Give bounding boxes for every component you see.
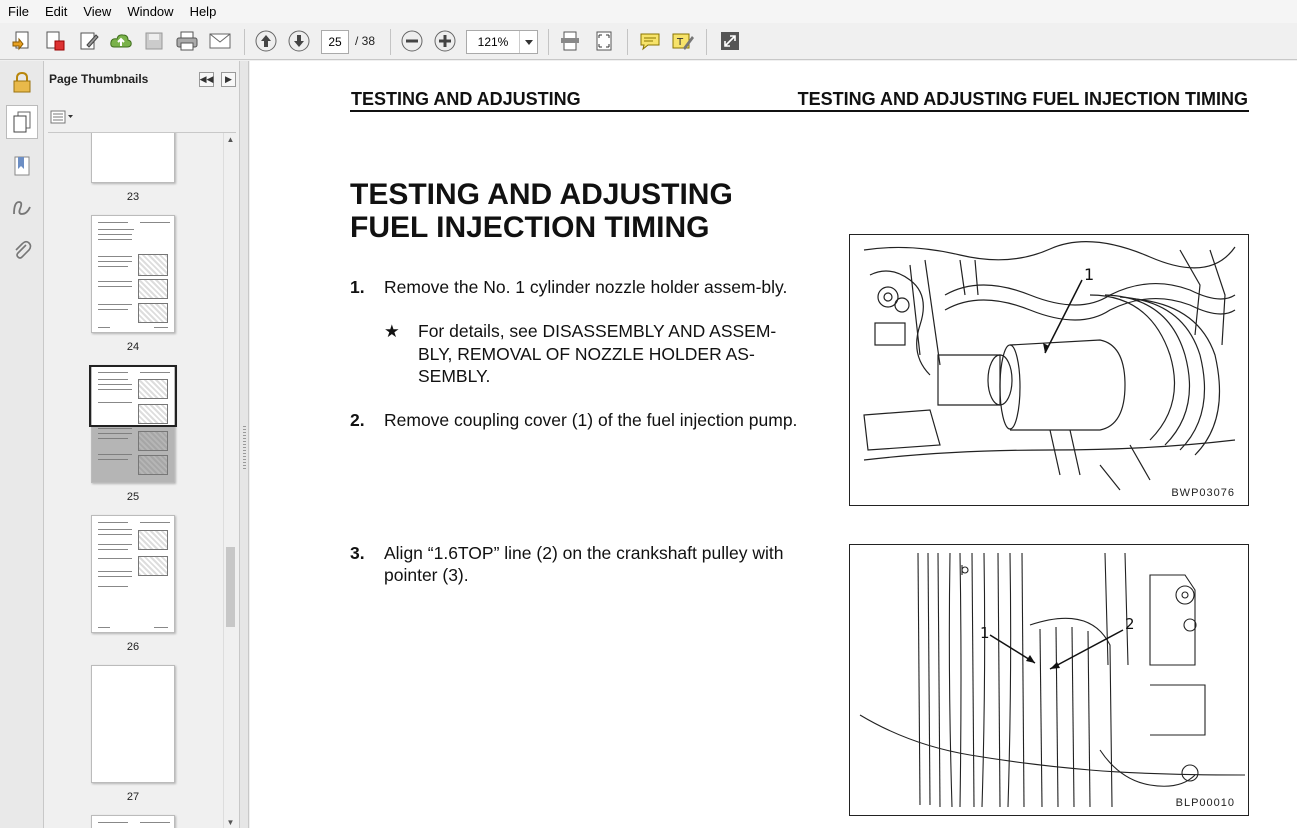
upload-icon[interactable] [107,27,135,55]
panel-splitter[interactable] [240,61,249,828]
step-text: Remove the No. 1 cylinder nozzle holder assem-bly. [384,277,788,297]
step-number: 3. [350,543,365,563]
zoom-out-icon[interactable] [398,27,426,55]
page-thumbnail-label: 25 [126,491,140,503]
scroll-down-icon[interactable]: ▼ [226,818,235,827]
save-icon[interactable] [140,27,168,55]
page-thumbnail-label: 26 [126,641,140,653]
print-icon[interactable] [173,27,201,55]
page-thumbnail-23[interactable] [91,132,175,183]
figure1-callout: 1 [1084,265,1095,284]
menu-file[interactable]: File [8,4,29,19]
thumbnail-list[interactable] [48,132,236,828]
prev-page-icon[interactable] [252,27,280,55]
page-number-input[interactable]: 25 [321,30,349,54]
toolbar [0,23,1297,60]
visible-area-frame[interactable] [89,365,177,427]
next-page-icon[interactable] [285,27,313,55]
page-thumbnail-27[interactable] [91,665,175,783]
edit-icon[interactable] [75,27,103,55]
step-text: Align “1.6TOP” line (2) on the crankshaft pulley with pointer (3). [384,543,784,585]
page-thumbnail-24[interactable] [91,215,175,333]
lock-icon[interactable] [6,65,38,99]
export-pdf-icon[interactable] [41,27,69,55]
figure2-callout-1: 1 [980,624,990,642]
header-rule [350,110,1249,112]
scroll-up-icon[interactable]: ▲ [226,135,235,144]
figure2-callout-2: 2 [1125,615,1135,633]
running-header-left: TESTING AND ADJUSTING [351,89,581,109]
options-menu-button[interactable] [50,108,78,126]
section-title-line1: TESTING AND ADJUSTING [350,178,733,211]
section-title-line2: FUEL INJECTION TIMING [350,211,710,244]
zoom-in-icon[interactable] [431,27,459,55]
step-number: 2. [350,410,365,430]
expand-panel-icon[interactable]: ▶ [221,72,236,87]
figure2-code: BLP00010 [1175,797,1235,809]
thumbnails-panel [44,61,240,828]
page-thumbnail-28[interactable] [91,815,175,828]
page-thumbnail-label: 23 [126,191,140,203]
document-view[interactable] [250,61,1297,828]
email-icon[interactable] [206,27,234,55]
chevron-down-icon[interactable] [519,31,537,53]
menu-view[interactable]: View [83,4,112,19]
figure1-code: BWP03076 [1171,487,1235,499]
running-header-right: TESTING AND ADJUSTING FUEL INJECTION TIMING [797,89,1248,109]
engine-illustration [850,235,1248,505]
figure-crankshaft-pulley [849,544,1249,816]
signature-icon[interactable] [6,191,38,225]
thumbnail-scrollbar[interactable] [223,133,236,828]
highlight-icon[interactable] [669,27,697,55]
fit-width-icon[interactable] [556,27,584,55]
figure-coupling-cover [849,234,1249,506]
collapse-panel-icon[interactable]: ◀◀ [199,72,214,87]
create-pdf-icon[interactable] [8,27,36,55]
attachment-icon[interactable] [6,233,38,267]
page-total: / 38 [355,34,376,48]
step-number: 1. [350,277,365,297]
zoom-select[interactable] [466,30,538,54]
star-icon: ★ [384,321,400,341]
comment-icon[interactable] [636,27,664,55]
bookmark-icon[interactable] [6,149,38,183]
fullscreen-icon[interactable] [716,27,744,55]
zoom-value: 121% [477,35,509,49]
viewport-overlay [92,426,174,482]
menu-bar [0,0,1297,23]
fit-page-icon[interactable] [590,27,618,55]
scrollbar-thumb[interactable] [226,547,235,627]
page-thumbnail-label: 24 [126,341,140,353]
note-text: For details, see DISASSEMBLY AND ASSEM-BLY, REMOVAL OF NOZZLE HOLDER AS-SEMBLY. [418,321,777,386]
step-text: Remove coupling cover (1) of the fuel injection pump. [384,410,798,430]
page-thumbnail-label: 27 [126,791,140,803]
section-title [350,178,733,244]
svg-text:T: T [677,37,684,48]
navigation-rail [0,61,44,828]
menu-window[interactable]: Window [127,4,174,19]
menu-help[interactable]: Help [189,4,217,19]
panel-title: Page Thumbnails [49,72,149,86]
pages-icon[interactable] [6,105,38,139]
pulley-illustration [850,545,1248,815]
menu-edit[interactable]: Edit [44,4,68,19]
page-thumbnail-26[interactable] [91,515,175,633]
